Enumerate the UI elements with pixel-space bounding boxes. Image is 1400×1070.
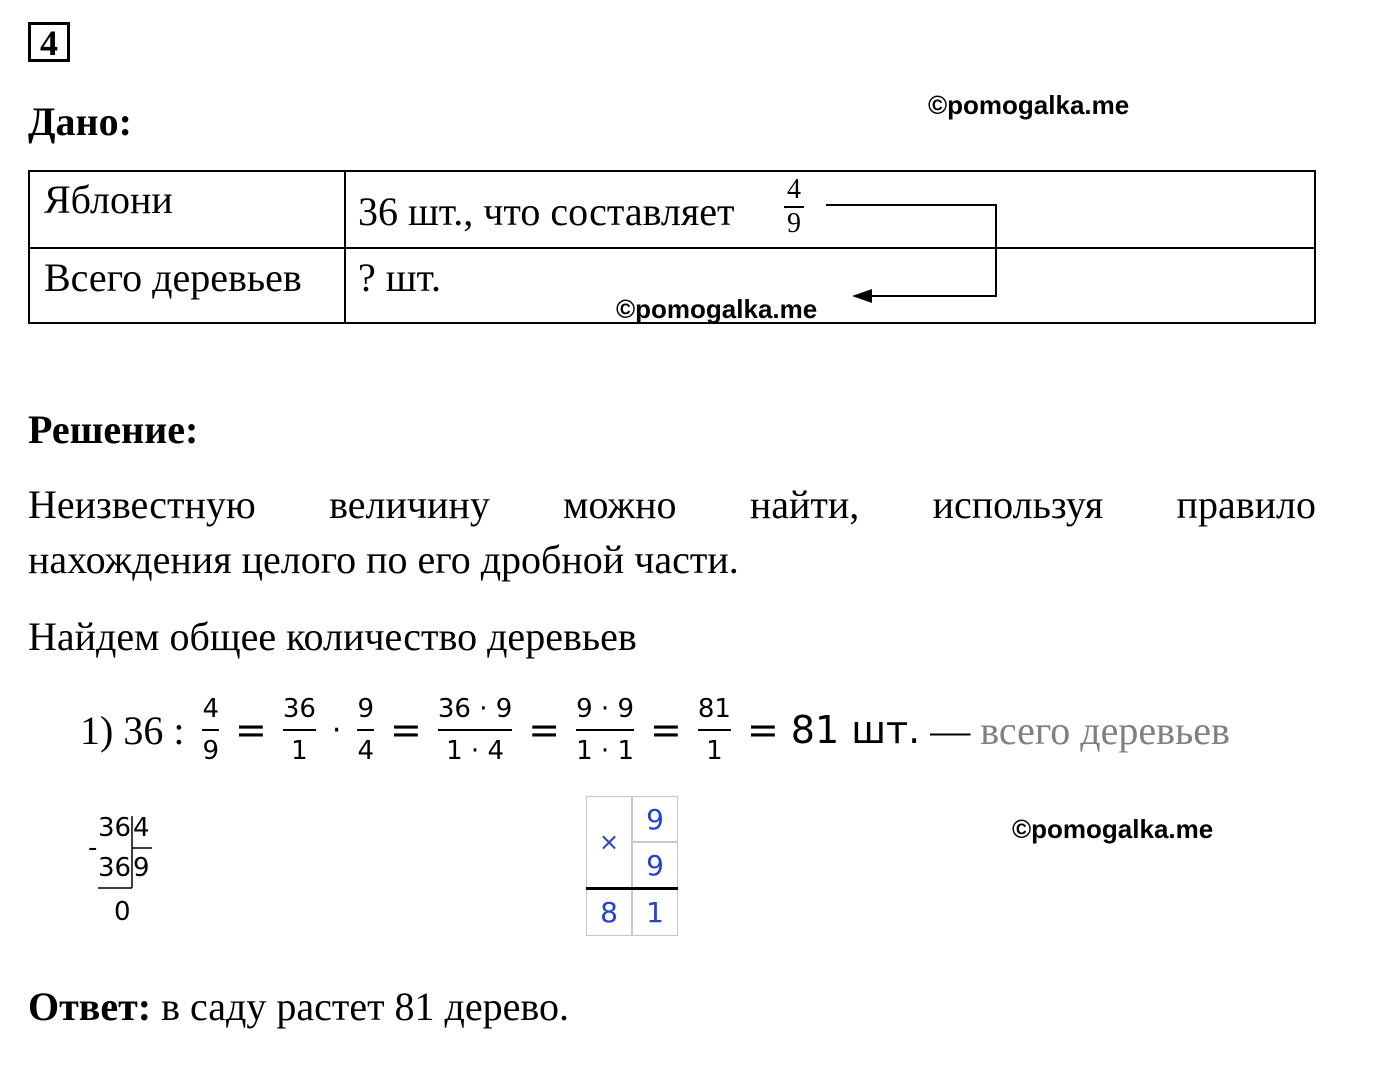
- given-heading: Дано:: [28, 99, 132, 144]
- fraction-numerator: 9: [357, 694, 375, 724]
- fraction-denominator: 1: [706, 736, 723, 766]
- word: найти,: [749, 482, 860, 527]
- em-dash: —: [930, 707, 971, 753]
- fraction-denominator: 4: [357, 736, 375, 766]
- fraction-numerator: 9 · 9: [576, 694, 635, 724]
- word: используя: [932, 482, 1104, 527]
- subtrahend: 36: [98, 853, 132, 883]
- multiplication-grid: [586, 796, 678, 936]
- solution-paragraph-2: Найдем общее количество деревьев: [28, 614, 637, 659]
- fraction: [784, 176, 804, 238]
- fraction: [698, 693, 731, 767]
- product-ones: 1: [632, 888, 678, 936]
- fraction: [576, 693, 634, 767]
- fraction-bar: [576, 729, 634, 731]
- answer: [28, 985, 569, 1029]
- step-prefix: 1) 36 :: [80, 707, 185, 753]
- table-column-divider: [344, 172, 346, 322]
- fraction-bar: [283, 729, 316, 731]
- task-number: 4: [28, 22, 70, 62]
- fraction: [202, 693, 219, 767]
- solution-step: [80, 690, 1230, 770]
- answer-label: Ответ:: [28, 984, 152, 1029]
- division-lines: [88, 812, 168, 930]
- fraction-bar: [202, 729, 219, 731]
- answer-text: в саду растет 81 дерево.: [161, 984, 570, 1029]
- remainder: 0: [114, 897, 131, 927]
- watermark: ©pomogalka.me: [928, 90, 1130, 120]
- equals-sign: =: [650, 708, 682, 752]
- fraction-denominator: 9: [202, 736, 219, 766]
- fraction: [438, 693, 512, 767]
- minus-sign: -: [88, 833, 98, 863]
- multiplicand: 9: [632, 796, 678, 842]
- fraction-denominator: 9: [787, 208, 801, 239]
- step-result: 81 шт.: [790, 708, 921, 752]
- table-cell-value: ? шт.: [358, 255, 442, 300]
- solution-heading: Решение:: [28, 407, 199, 452]
- multiplier: 9: [632, 842, 678, 888]
- word: правило: [1176, 482, 1316, 527]
- fraction-denominator: 1 · 1: [576, 736, 635, 766]
- word: величину: [329, 482, 490, 527]
- solution-paragraph-line1: [28, 478, 1316, 532]
- product-line: [586, 887, 678, 890]
- fraction-numerator: 4: [202, 694, 219, 724]
- solution-paragraph-line2: нахождения целого по его дробной части.: [28, 537, 739, 582]
- fraction-numerator: 36: [282, 694, 316, 724]
- long-division: [88, 812, 168, 930]
- fraction-bar: [698, 729, 731, 731]
- connector-arrow: [810, 192, 1010, 308]
- quotient: 9: [133, 853, 150, 883]
- equals-sign: =: [390, 708, 422, 752]
- watermark: ©pomogalka.me: [616, 294, 818, 324]
- fraction: [283, 693, 316, 767]
- multiply-dot: ·: [331, 712, 342, 748]
- step-comment: всего деревьев: [980, 707, 1230, 753]
- table-cell-value: 36 шт., что составляет: [358, 189, 735, 234]
- fraction-bar: [438, 729, 512, 731]
- fraction-denominator: 1: [291, 736, 308, 766]
- product-tens: 8: [586, 888, 632, 936]
- fraction-numerator: 36 · 9: [437, 694, 513, 724]
- word: Неизвестную: [28, 482, 256, 527]
- fraction-bar: [357, 729, 374, 731]
- table-cell-label: Всего деревьев: [44, 255, 302, 300]
- watermark: ©pomogalka.me: [1012, 814, 1214, 844]
- multiply-sign: ×: [586, 796, 632, 888]
- word: можно: [563, 482, 677, 527]
- equals-sign: =: [528, 708, 561, 752]
- fraction-numerator: 4: [787, 174, 801, 205]
- dividend: 36: [98, 813, 132, 843]
- equals-sign: =: [746, 708, 779, 752]
- fraction-numerator: 81: [697, 694, 731, 724]
- fraction: [357, 693, 374, 767]
- divisor: 4: [133, 813, 150, 843]
- fraction-denominator: 1 · 4: [446, 736, 505, 766]
- equals-sign: =: [234, 708, 267, 752]
- table-row-divider: [30, 247, 1314, 249]
- table-cell-label: Яблони: [44, 177, 173, 222]
